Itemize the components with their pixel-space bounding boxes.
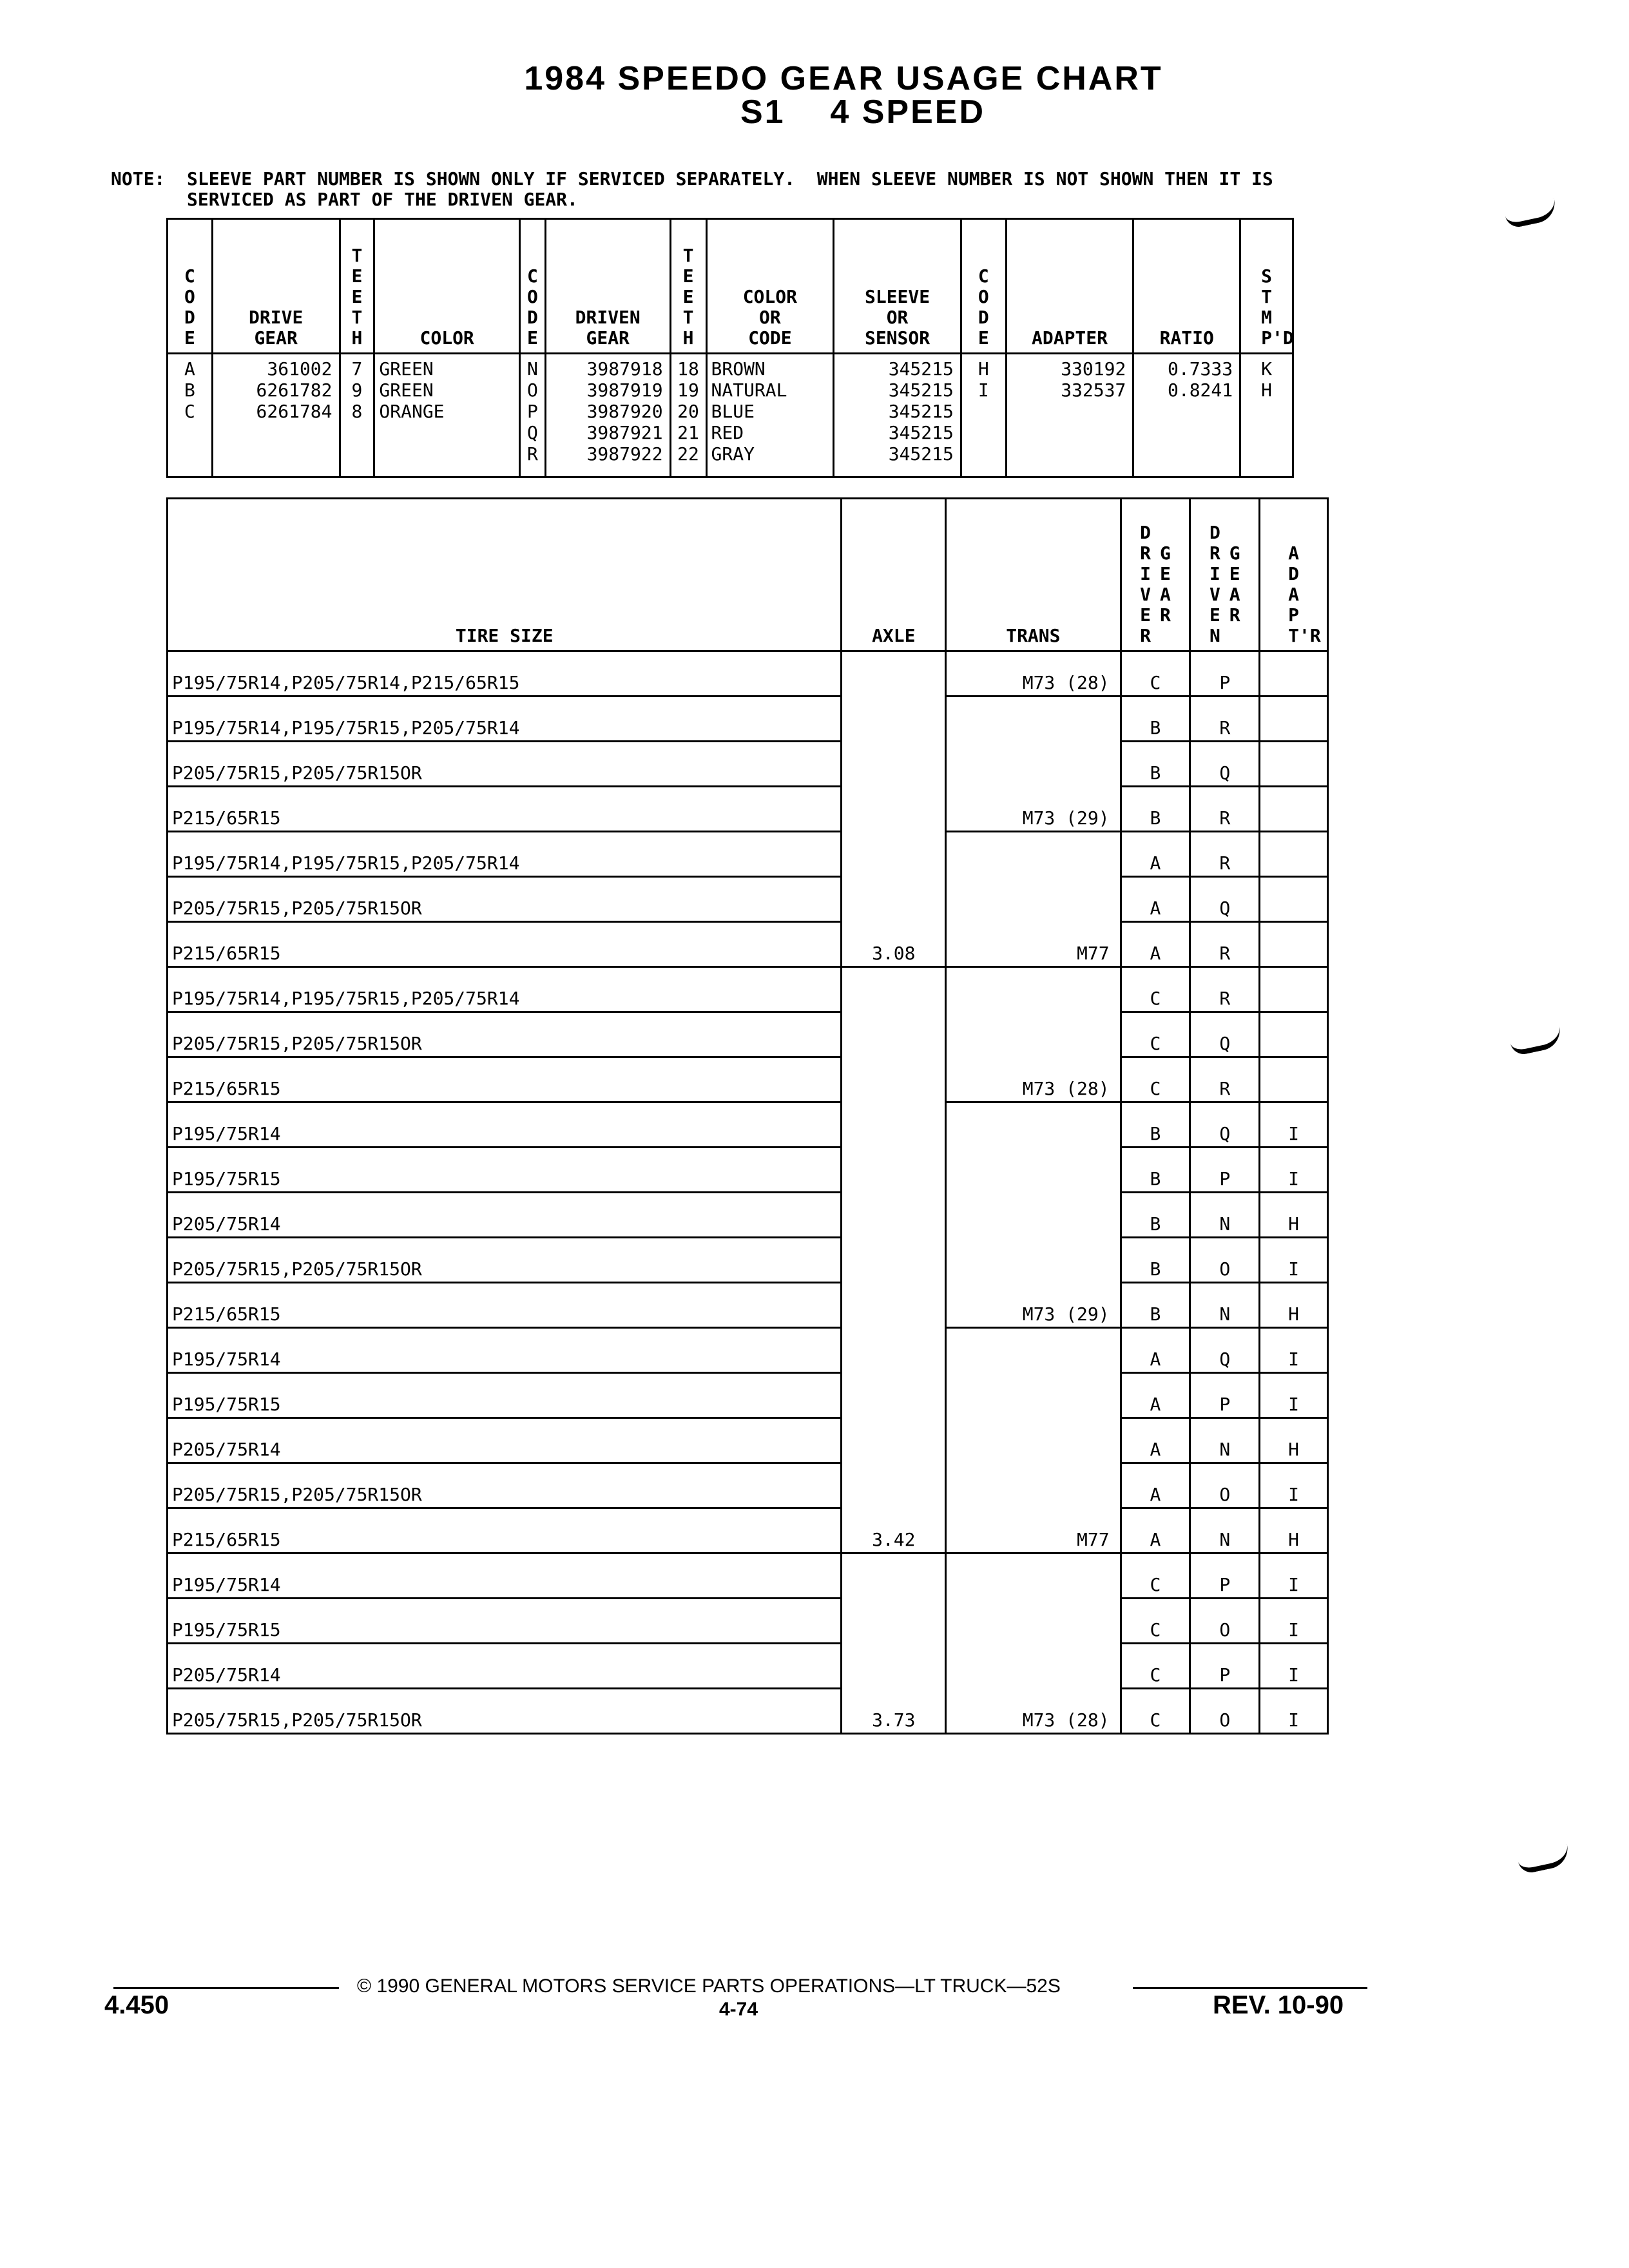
table-row — [168, 1418, 1328, 1463]
driven-code-list: N O P Q R — [519, 354, 545, 477]
vertical-header-text: STMP'D — [1261, 265, 1294, 349]
driven-gear-cell: P — [1190, 1644, 1260, 1689]
driven-gear-cell: R — [1190, 787, 1260, 832]
vertical-header-text: DRIVEN — [1209, 522, 1220, 646]
vertical-header-text: GEAR — [1159, 543, 1171, 626]
tire-size-cell: P205/75R15,P205/75R15OR — [168, 1012, 842, 1057]
adapter-cell: H — [1260, 1508, 1328, 1553]
table-row — [168, 1193, 1328, 1238]
driven-gear-cell: O — [1190, 1689, 1260, 1734]
driven-gear-cell: N — [1190, 1283, 1260, 1328]
table-row — [168, 697, 1328, 742]
vertical-header-text: TEETH — [351, 245, 363, 349]
axle-cell — [842, 697, 946, 742]
driven-gear-cell: R — [1190, 1057, 1260, 1102]
axle-cell — [842, 1012, 946, 1057]
adapter-cell: I — [1260, 1644, 1328, 1689]
adapter-cell: I — [1260, 1463, 1328, 1508]
tire-size-cell: P215/65R15 — [168, 1057, 842, 1102]
tire-size-cell: P205/75R15,P205/75R15OR — [168, 1238, 842, 1283]
header-axle: AXLE — [842, 499, 946, 651]
axle-cell — [842, 742, 946, 787]
page-title: 1984 SPEEDO GEAR USAGE CHART — [524, 60, 1163, 97]
driven-gear-cell: N — [1190, 1193, 1260, 1238]
adapter-cell: I — [1260, 1689, 1328, 1734]
table-row — [168, 1012, 1328, 1057]
footer-copyright: © 1990 GENERAL MOTORS SERVICE PARTS OPERATIONS—LT TRUCK—52S — [357, 1975, 1061, 1997]
tire-size-cell: P215/65R15 — [168, 1283, 842, 1328]
drive-gear-cell: A — [1121, 832, 1190, 877]
adapter-cell — [1260, 877, 1328, 922]
header-adapter: ADAPTER — [1006, 219, 1133, 354]
binder-mark — [1517, 1844, 1572, 1875]
driven-gear-cell: P — [1190, 1553, 1260, 1599]
axle-cell — [842, 1328, 946, 1373]
tire-size-cell: P195/75R14,P195/75R15,P205/75R14 — [168, 832, 842, 877]
header-code-2 — [519, 219, 545, 354]
trans-cell: M73 (28) — [946, 651, 1121, 697]
adapter-list: 330192 332537 — [1006, 354, 1133, 477]
drive-gear-cell: C — [1121, 1012, 1190, 1057]
adapter-cell — [1260, 742, 1328, 787]
table-row — [168, 832, 1328, 877]
footer-rule-left — [113, 1987, 339, 1989]
axle-cell — [842, 1373, 946, 1418]
header-tire-size: TIRE SIZE — [168, 499, 842, 651]
sleeve-list: 345215 345215 345215 345215 345215 — [834, 354, 961, 477]
adapter-code-list: H I — [961, 354, 1006, 477]
tire-size-cell: P195/75R15 — [168, 1373, 842, 1418]
vertical-header-text: DRIVER — [1140, 522, 1151, 646]
tire-size-cell: P215/65R15 — [168, 1508, 842, 1553]
trans-cell — [946, 1148, 1121, 1193]
tire-size-cell: P215/65R15 — [168, 922, 842, 967]
driven-gear-cell: R — [1190, 697, 1260, 742]
trans-cell — [946, 1644, 1121, 1689]
color-code-list: BROWN NATURAL BLUE RED GRAY — [706, 354, 834, 477]
header-drive-gear-col — [1121, 499, 1190, 651]
tire-size-cell: P195/75R14,P195/75R15,P205/75R14 — [168, 967, 842, 1012]
ratio-list: 0.7333 0.8241 — [1133, 354, 1240, 477]
axle-cell — [842, 1283, 946, 1328]
footer-revision: REV. 10-90 — [1213, 1991, 1344, 2019]
driven-gear-cell: O — [1190, 1238, 1260, 1283]
footer-page-center: 4-74 — [719, 1999, 758, 2020]
binder-mark — [1509, 1026, 1564, 1057]
drive-gear-cell: A — [1121, 877, 1190, 922]
drive-gear-cell: B — [1121, 742, 1190, 787]
header-code-1 — [168, 219, 213, 354]
axle-cell — [842, 1599, 946, 1644]
adapter-cell: H — [1260, 1418, 1328, 1463]
driven-gear-cell: O — [1190, 1599, 1260, 1644]
tire-size-cell: P195/75R14 — [168, 1328, 842, 1373]
table-row — [168, 1148, 1328, 1193]
adapter-cell: I — [1260, 1238, 1328, 1283]
driven-teeth-list: 18 19 20 21 22 — [670, 354, 706, 477]
driven-gear-cell: R — [1190, 922, 1260, 967]
drive-teeth-list: 7 9 8 — [340, 354, 374, 477]
trans-cell — [946, 742, 1121, 787]
axle-cell — [842, 1148, 946, 1193]
table-row — [168, 1689, 1328, 1734]
header-teeth-2 — [670, 219, 706, 354]
trans-cell — [946, 1193, 1121, 1238]
header-code-3 — [961, 219, 1006, 354]
trans-cell: M73 (29) — [946, 1283, 1121, 1328]
drive-color-list: GREEN GREEN ORANGE — [374, 354, 520, 477]
driven-gear-cell: P — [1190, 1373, 1260, 1418]
vertical-header-text: GEAR — [1229, 543, 1240, 626]
tire-size-cell: P205/75R14 — [168, 1644, 842, 1689]
driven-gear-cell: Q — [1190, 1102, 1260, 1148]
axle-cell — [842, 651, 946, 697]
axle-cell — [842, 1057, 946, 1102]
table-row — [168, 1553, 1328, 1599]
drive-gear-cell: A — [1121, 1418, 1190, 1463]
header-ratio: RATIO — [1133, 219, 1240, 354]
adapter-cell — [1260, 697, 1328, 742]
drive-gear-cell: C — [1121, 967, 1190, 1012]
tire-size-cell: P195/75R14,P205/75R14,P215/65R15 — [168, 651, 842, 697]
axle-cell — [842, 967, 946, 1012]
header-driven-gear-col — [1190, 499, 1260, 651]
axle-cell — [842, 1102, 946, 1148]
axle-cell — [842, 1193, 946, 1238]
table-row — [168, 1283, 1328, 1328]
driven-gear-list: 3987918 3987919 3987920 3987921 3987922 — [545, 354, 670, 477]
axle-cell — [842, 877, 946, 922]
trans-cell: M77 — [946, 922, 1121, 967]
drive-gear-cell: C — [1121, 1644, 1190, 1689]
header-stmpd — [1240, 219, 1293, 354]
trans-cell — [946, 1373, 1121, 1418]
drive-gear-cell: C — [1121, 1553, 1190, 1599]
vertical-header-text: CODE — [526, 265, 538, 349]
header-driven-gear: DRIVEN GEAR — [545, 219, 670, 354]
trans-cell — [946, 1463, 1121, 1508]
tire-size-cell: P205/75R15,P205/75R15OR — [168, 742, 842, 787]
vertical-header-text: ADAPT'R — [1288, 543, 1321, 646]
table-row — [168, 1599, 1328, 1644]
trans-cell — [946, 967, 1121, 1012]
drive-gear-cell: C — [1121, 1599, 1190, 1644]
table-row — [168, 1508, 1328, 1553]
axle-cell — [842, 787, 946, 832]
drive-gear-cell: B — [1121, 1238, 1190, 1283]
tire-size-cell: P195/75R14 — [168, 1553, 842, 1599]
adapter-cell — [1260, 787, 1328, 832]
driven-gear-cell: Q — [1190, 1012, 1260, 1057]
trans-cell — [946, 1238, 1121, 1283]
table-row — [168, 877, 1328, 922]
adapter-cell — [1260, 967, 1328, 1012]
drive-gear-cell: B — [1121, 697, 1190, 742]
adapter-cell: H — [1260, 1283, 1328, 1328]
trans-cell — [946, 832, 1121, 877]
drive-gear-list: 361002 6261782 6261784 — [212, 354, 340, 477]
trans-cell — [946, 1553, 1121, 1599]
axle-cell — [842, 832, 946, 877]
drive-gear-cell: B — [1121, 787, 1190, 832]
tire-size-cell: P195/75R14 — [168, 1102, 842, 1148]
table-row — [168, 1463, 1328, 1508]
axle-cell — [842, 1418, 946, 1463]
footer-page-left: 4.450 — [104, 1991, 169, 2019]
drive-gear-cell: C — [1121, 651, 1190, 697]
header-sleeve: SLEEVE OR SENSOR — [834, 219, 961, 354]
driven-gear-cell: Q — [1190, 742, 1260, 787]
drive-gear-cell: A — [1121, 922, 1190, 967]
binder-mark — [1504, 198, 1559, 229]
stmpd-list: K H — [1240, 354, 1293, 477]
adapter-cell: I — [1260, 1553, 1328, 1599]
adapter-cell: I — [1260, 1373, 1328, 1418]
tire-size-cell: P205/75R14 — [168, 1418, 842, 1463]
drive-code-list: A B C — [168, 354, 213, 477]
driven-gear-cell: P — [1190, 1148, 1260, 1193]
trans-cell — [946, 1328, 1121, 1373]
header-color: COLOR — [374, 219, 520, 354]
table-row — [168, 1328, 1328, 1373]
trans-cell — [946, 877, 1121, 922]
driven-gear-cell: R — [1190, 832, 1260, 877]
vertical-header-text: TEETH — [682, 245, 694, 349]
header-trans: TRANS — [946, 499, 1121, 651]
adapter-cell: I — [1260, 1599, 1328, 1644]
tire-usage-table — [166, 497, 1329, 1735]
table-row — [168, 1057, 1328, 1102]
axle-cell — [842, 1238, 946, 1283]
axle-cell — [842, 1644, 946, 1689]
trans-cell — [946, 1012, 1121, 1057]
trans-cell: M73 (28) — [946, 1689, 1121, 1734]
vertical-header-text: CODE — [184, 265, 195, 349]
driven-gear-cell: N — [1190, 1508, 1260, 1553]
table-row — [168, 1238, 1328, 1283]
drive-gear-cell: B — [1121, 1148, 1190, 1193]
header-adapter-col — [1260, 499, 1328, 651]
trans-cell — [946, 1102, 1121, 1148]
axle-cell: 3.08 — [842, 922, 946, 967]
adapter-cell: I — [1260, 1102, 1328, 1148]
drive-gear-cell: B — [1121, 1102, 1190, 1148]
axle-cell: 3.73 — [842, 1689, 946, 1734]
trans-cell — [946, 697, 1121, 742]
page-subtitle: S1 4 SPEED — [740, 93, 986, 131]
table-row — [168, 787, 1328, 832]
driven-gear-cell: N — [1190, 1418, 1260, 1463]
drive-gear-cell: A — [1121, 1328, 1190, 1373]
adapter-cell: I — [1260, 1328, 1328, 1373]
adapter-cell — [1260, 651, 1328, 697]
tire-size-cell: P195/75R15 — [168, 1599, 842, 1644]
footer-rule-right — [1133, 1987, 1367, 1989]
drive-gear-cell: C — [1121, 1689, 1190, 1734]
table-row — [168, 1644, 1328, 1689]
drive-gear-cell: B — [1121, 1193, 1190, 1238]
header-drive-gear: DRIVE GEAR — [212, 219, 340, 354]
adapter-cell — [1260, 1012, 1328, 1057]
drive-gear-cell: A — [1121, 1508, 1190, 1553]
driven-gear-cell: Q — [1190, 1328, 1260, 1373]
trans-cell — [946, 1599, 1121, 1644]
tire-size-cell: P215/65R15 — [168, 787, 842, 832]
driven-gear-cell: O — [1190, 1463, 1260, 1508]
tire-size-cell: P205/75R15,P205/75R15OR — [168, 1463, 842, 1508]
trans-cell: M73 (29) — [946, 787, 1121, 832]
table-row — [168, 1102, 1328, 1148]
drive-gear-cell: A — [1121, 1373, 1190, 1418]
table-row — [168, 967, 1328, 1012]
tire-size-cell: P205/75R15,P205/75R15OR — [168, 1689, 842, 1734]
adapter-cell: I — [1260, 1148, 1328, 1193]
tire-size-cell: P195/75R14,P195/75R15,P205/75R14 — [168, 697, 842, 742]
drive-gear-cell: A — [1121, 1463, 1190, 1508]
axle-cell — [842, 1553, 946, 1599]
trans-cell: M73 (28) — [946, 1057, 1121, 1102]
table-row — [168, 922, 1328, 967]
adapter-cell — [1260, 832, 1328, 877]
axle-cell: 3.42 — [842, 1508, 946, 1553]
tire-size-cell: P195/75R15 — [168, 1148, 842, 1193]
adapter-cell — [1260, 922, 1328, 967]
vertical-header-text: CODE — [978, 265, 989, 349]
tire-size-cell: P205/75R14 — [168, 1193, 842, 1238]
table-row — [168, 742, 1328, 787]
driven-gear-cell: Q — [1190, 877, 1260, 922]
header-teeth-1 — [340, 219, 374, 354]
trans-cell — [946, 1418, 1121, 1463]
axle-cell — [842, 1463, 946, 1508]
table-row — [168, 1373, 1328, 1418]
trans-cell: M77 — [946, 1508, 1121, 1553]
driven-gear-cell: P — [1190, 651, 1260, 697]
adapter-cell: H — [1260, 1193, 1328, 1238]
table-row — [168, 651, 1328, 697]
header-color-code: COLOR OR CODE — [706, 219, 834, 354]
driven-gear-cell: R — [1190, 967, 1260, 1012]
tire-size-cell: P205/75R15,P205/75R15OR — [168, 877, 842, 922]
drive-gear-cell: C — [1121, 1057, 1190, 1102]
drive-gear-cell: B — [1121, 1283, 1190, 1328]
note-text: NOTE: SLEEVE PART NUMBER IS SHOWN ONLY IF SERVICED SEPARATELY. WHEN SLEEVE NUMBER IS NOT SHOWN THEN IT IS SERVICED AS PART OF THE DRIVEN GEAR. — [111, 168, 1273, 210]
gear-reference-table — [166, 218, 1294, 478]
adapter-cell — [1260, 1057, 1328, 1102]
